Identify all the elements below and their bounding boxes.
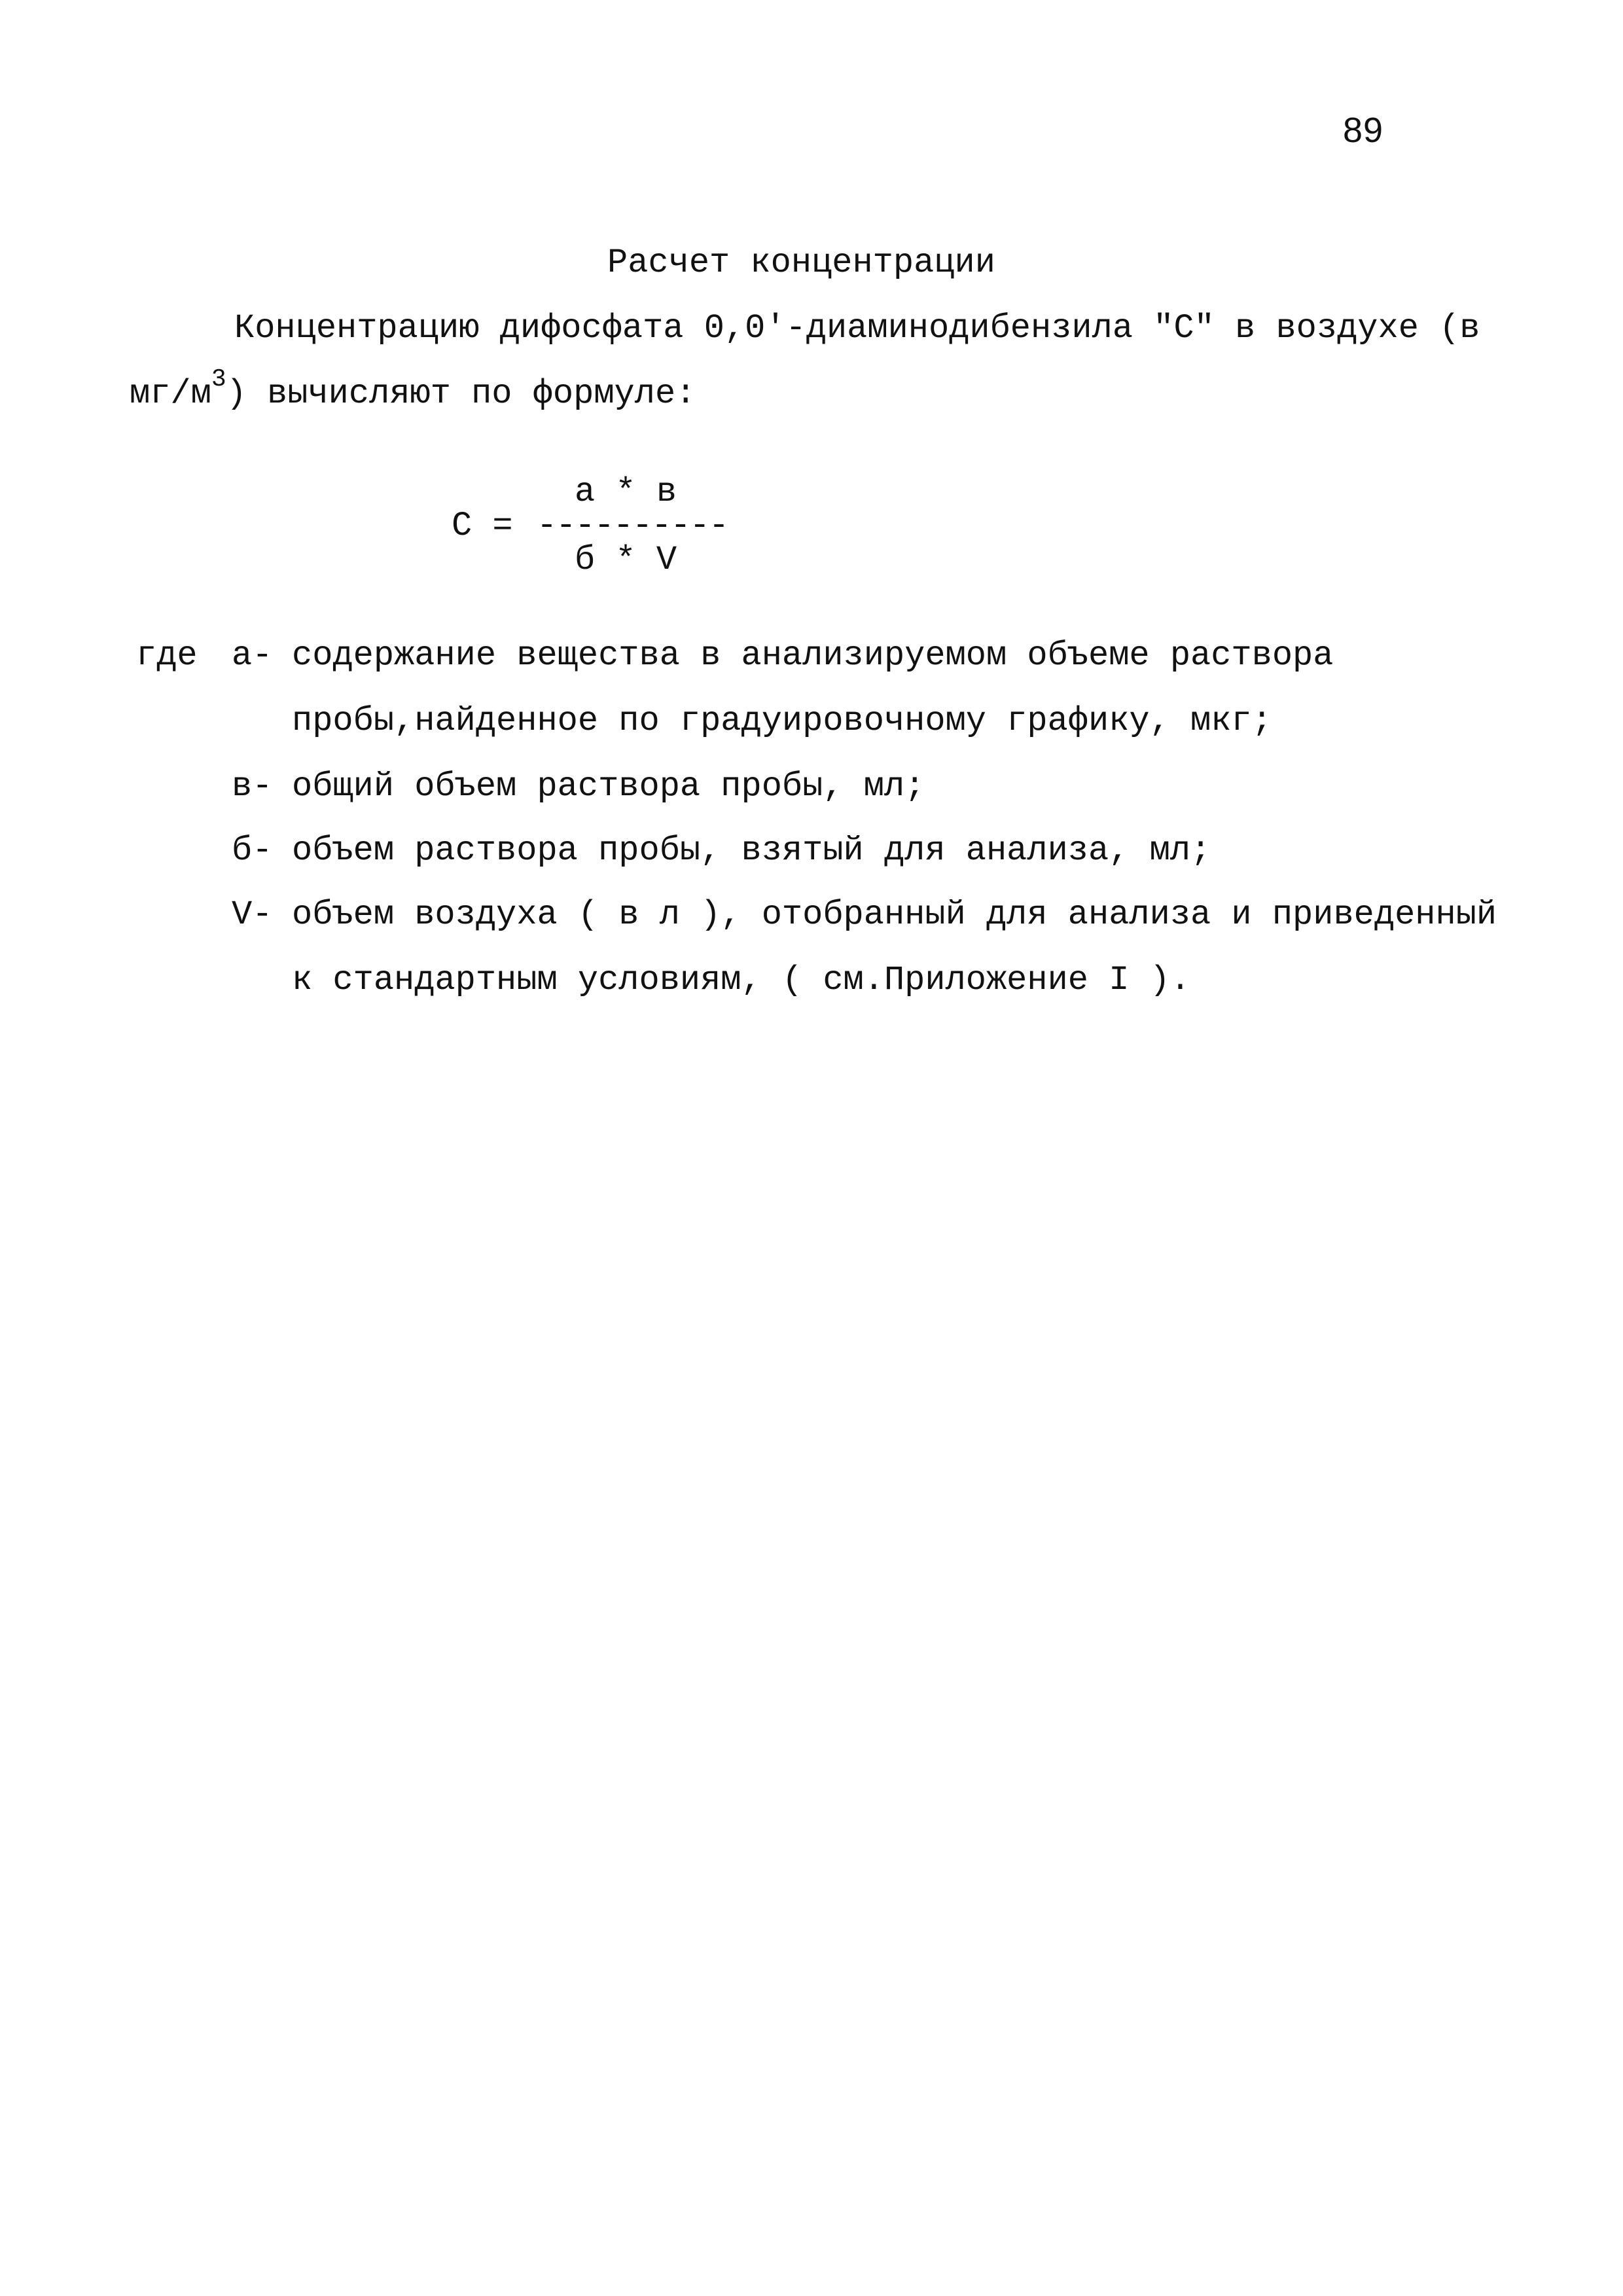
definition-item <box>232 831 1211 870</box>
definition-text: содержание вещества в анализируемом объеме раствора <box>292 636 1334 675</box>
intro-line-2 <box>130 365 696 413</box>
definition-item <box>232 636 1333 675</box>
intro-line-2-suffix: ) вычисляют по формуле: <box>226 374 696 413</box>
definition-symbol: а- <box>232 636 273 675</box>
definition-symbol: V- <box>232 895 273 934</box>
intro-line-1: Концентрацию дифосфата 0,0'-диаминодибензила "С" в воздухе (в <box>234 309 1480 348</box>
unit-superscript: 3 <box>211 365 226 393</box>
definition-symbol: в- <box>232 767 273 806</box>
definition-text: объем воздуха ( в л ), отобранный для анализа и приведенный <box>292 895 1497 934</box>
definition-item <box>232 895 1497 934</box>
definition-item <box>232 767 925 806</box>
formula-numerator: а * в <box>575 473 677 511</box>
section-heading: Расчет концентрации <box>607 243 995 282</box>
where-label: где <box>136 636 198 675</box>
formula-denominator: б * V <box>575 541 677 579</box>
definition-text: общий объем раствора пробы, мл; <box>292 767 925 806</box>
definition-continuation: к стандартным условиям, ( см.Приложение I ). <box>292 961 1191 999</box>
formula-lhs: С = <box>452 507 513 545</box>
formula-fraction-bar: ---------- <box>537 507 728 545</box>
definition-text: объем раствора пробы, взятый для анализа, мл; <box>292 831 1211 870</box>
unit-prefix: мг/м <box>130 374 211 413</box>
definition-continuation: пробы,найденное по градуировочному графику, мкг; <box>292 702 1272 740</box>
definition-symbol: б- <box>232 831 273 870</box>
concentration-formula <box>452 473 753 584</box>
page-number: 89 <box>1343 111 1384 150</box>
